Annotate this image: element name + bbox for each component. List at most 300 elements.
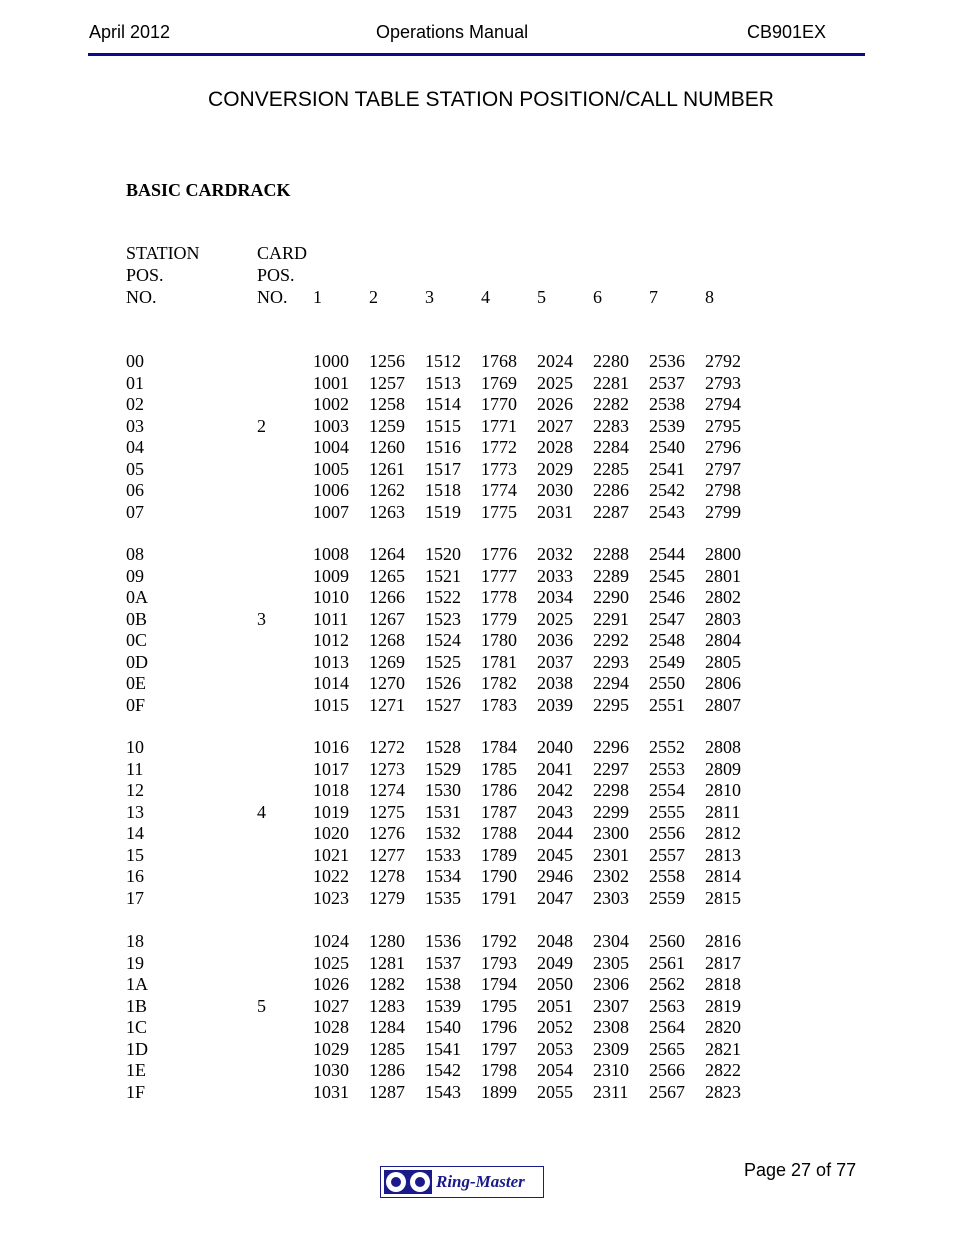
call-number: 2806 xyxy=(705,673,741,693)
call-number: 1790 xyxy=(481,866,517,886)
ring-master-logo xyxy=(380,1166,544,1198)
call-number: 2552 xyxy=(649,737,685,757)
header-date: April 2012 xyxy=(89,22,171,42)
call-number: 1512 xyxy=(425,351,461,371)
call-number: 2303 xyxy=(593,887,629,908)
card-pos: 4 xyxy=(257,801,266,822)
call-number: 2811 xyxy=(705,801,741,822)
station-pos: 17 xyxy=(126,887,144,908)
table-row xyxy=(0,996,954,1017)
call-number: 1523 xyxy=(425,608,461,629)
call-number: 1793 xyxy=(481,952,517,973)
station-pos: 06 xyxy=(126,480,144,500)
column-header: POS. xyxy=(257,265,295,285)
call-number: 2305 xyxy=(593,952,629,973)
station-pos: 09 xyxy=(126,565,144,586)
call-number: 2031 xyxy=(537,501,573,522)
call-number: 2817 xyxy=(705,952,741,973)
call-number: 2282 xyxy=(593,394,629,414)
call-number: 1773 xyxy=(481,458,517,479)
call-number: 2044 xyxy=(537,823,573,843)
call-number: 1515 xyxy=(425,415,461,436)
call-number: 1260 xyxy=(369,437,405,457)
call-number: 2036 xyxy=(537,630,573,650)
station-pos: 12 xyxy=(126,780,144,800)
table-row xyxy=(0,780,954,801)
call-number: 1267 xyxy=(369,608,405,629)
call-number: 2537 xyxy=(649,372,685,393)
table-row xyxy=(0,566,954,587)
call-number: 2557 xyxy=(649,844,685,865)
call-number: 1270 xyxy=(369,673,405,693)
call-number: 1528 xyxy=(425,737,461,757)
call-number: 2567 xyxy=(649,1081,685,1102)
call-number: 1275 xyxy=(369,801,405,822)
call-number: 2815 xyxy=(705,887,741,908)
station-pos: 00 xyxy=(126,351,144,371)
call-number: 2045 xyxy=(537,844,573,865)
call-number: 1276 xyxy=(369,823,405,843)
call-number: 1530 xyxy=(425,780,461,800)
call-number: 1789 xyxy=(481,844,517,865)
call-number: 1779 xyxy=(481,608,517,629)
call-number: 1781 xyxy=(481,651,517,672)
call-number: 1022 xyxy=(313,866,349,886)
table-row xyxy=(0,1039,954,1060)
call-number: 2558 xyxy=(649,866,685,886)
call-number: 2290 xyxy=(593,587,629,607)
call-number: 1522 xyxy=(425,587,461,607)
call-number: 2030 xyxy=(537,480,573,500)
station-pos: 0E xyxy=(126,673,146,693)
call-number: 1007 xyxy=(313,501,349,522)
header-model: CB901EX xyxy=(747,22,827,42)
call-number: 2818 xyxy=(705,974,741,994)
table-row xyxy=(0,673,954,694)
call-number: 1004 xyxy=(313,437,349,457)
call-number: 2946 xyxy=(537,866,573,886)
call-number: 1775 xyxy=(481,501,517,522)
call-number: 1532 xyxy=(425,823,461,843)
call-number: 1784 xyxy=(481,737,517,757)
call-number: 1768 xyxy=(481,351,517,371)
call-number: 2794 xyxy=(705,394,741,414)
call-number: 1006 xyxy=(313,480,349,500)
call-number: 2287 xyxy=(593,501,629,522)
station-pos: 04 xyxy=(126,437,144,457)
call-number: 2291 xyxy=(593,608,629,629)
call-number: 2297 xyxy=(593,758,629,779)
call-number: 1008 xyxy=(313,544,349,564)
call-number: 2293 xyxy=(593,651,629,672)
call-number: 2796 xyxy=(705,437,741,457)
call-number: 1797 xyxy=(481,1038,517,1059)
call-number: 1259 xyxy=(369,415,405,436)
table-row xyxy=(0,459,954,480)
call-number: 1782 xyxy=(481,673,517,693)
call-number: 1268 xyxy=(369,630,405,650)
table-row xyxy=(0,1060,954,1081)
column-header: 4 xyxy=(481,287,490,307)
call-number: 2311 xyxy=(593,1081,629,1102)
call-number: 1263 xyxy=(369,501,405,522)
call-number: 1013 xyxy=(313,651,349,672)
call-number: 1777 xyxy=(481,565,517,586)
call-number: 1026 xyxy=(313,974,349,994)
station-pos: 08 xyxy=(126,544,144,564)
station-pos: 11 xyxy=(126,758,144,779)
call-number: 2819 xyxy=(705,995,741,1016)
column-header: 6 xyxy=(593,287,602,307)
call-number: 2296 xyxy=(593,737,629,757)
call-number: 2539 xyxy=(649,415,685,436)
station-pos: 0C xyxy=(126,630,148,650)
call-number: 1524 xyxy=(425,630,461,650)
call-number: 2280 xyxy=(593,351,629,371)
call-number: 1014 xyxy=(313,673,349,693)
station-pos: 0D xyxy=(126,651,148,672)
call-number: 2792 xyxy=(705,351,741,371)
call-number: 1258 xyxy=(369,394,405,414)
call-number: 2285 xyxy=(593,458,629,479)
call-number: 1005 xyxy=(313,458,349,479)
call-number: 1517 xyxy=(425,458,461,479)
call-number: 1778 xyxy=(481,587,517,607)
call-number: 2294 xyxy=(593,673,629,693)
column-header: 7 xyxy=(649,287,658,307)
call-number: 2053 xyxy=(537,1038,573,1059)
call-number: 1281 xyxy=(369,952,405,973)
station-pos: 05 xyxy=(126,458,144,479)
call-number: 2288 xyxy=(593,544,629,564)
call-number: 2566 xyxy=(649,1060,685,1080)
station-pos: 18 xyxy=(126,931,144,951)
call-number: 1287 xyxy=(369,1081,405,1102)
call-number: 2301 xyxy=(593,844,629,865)
call-number: 1021 xyxy=(313,844,349,865)
call-number: 1535 xyxy=(425,887,461,908)
call-number: 1009 xyxy=(313,565,349,586)
call-number: 2309 xyxy=(593,1038,629,1059)
call-number: 2029 xyxy=(537,458,573,479)
call-number: 1273 xyxy=(369,758,405,779)
call-number: 1031 xyxy=(313,1081,349,1102)
column-header: STATION xyxy=(126,243,200,263)
call-number: 2563 xyxy=(649,995,685,1016)
call-number: 1514 xyxy=(425,394,461,414)
call-number: 1526 xyxy=(425,673,461,693)
call-number: 2047 xyxy=(537,887,573,908)
logo-mark-icon xyxy=(384,1170,432,1194)
call-number: 1285 xyxy=(369,1038,405,1059)
table-row xyxy=(0,544,954,565)
table-row xyxy=(0,394,954,415)
call-number: 2821 xyxy=(705,1038,741,1059)
call-number: 2302 xyxy=(593,866,629,886)
call-number: 2804 xyxy=(705,630,741,650)
call-number: 1264 xyxy=(369,544,405,564)
call-number: 1776 xyxy=(481,544,517,564)
call-number: 2304 xyxy=(593,931,629,951)
table-row xyxy=(0,373,954,394)
table-row xyxy=(0,351,954,372)
call-number: 2545 xyxy=(649,565,685,586)
call-number: 2038 xyxy=(537,673,573,693)
table-row xyxy=(0,630,954,651)
call-number: 1525 xyxy=(425,651,461,672)
call-number: 2306 xyxy=(593,974,629,994)
call-number: 2041 xyxy=(537,758,573,779)
call-number: 1028 xyxy=(313,1017,349,1037)
call-number: 1529 xyxy=(425,758,461,779)
table-row xyxy=(0,609,954,630)
call-number: 2536 xyxy=(649,351,685,371)
call-number: 2541 xyxy=(649,458,685,479)
column-header: 8 xyxy=(705,287,714,307)
call-number: 2048 xyxy=(537,931,573,951)
call-number: 2565 xyxy=(649,1038,685,1059)
call-number: 2556 xyxy=(649,823,685,843)
call-number: 1540 xyxy=(425,1017,461,1037)
table-row xyxy=(0,502,954,523)
call-number: 1029 xyxy=(313,1038,349,1059)
call-number: 2813 xyxy=(705,844,741,865)
call-number: 2283 xyxy=(593,415,629,436)
call-number: 1539 xyxy=(425,995,461,1016)
call-number: 2549 xyxy=(649,651,685,672)
card-pos: 2 xyxy=(257,415,266,436)
call-number: 1256 xyxy=(369,351,405,371)
table-header-line xyxy=(0,286,954,308)
call-number: 1280 xyxy=(369,931,405,951)
call-number: 1018 xyxy=(313,780,349,800)
column-header: 3 xyxy=(425,287,434,307)
table-row xyxy=(0,759,954,780)
column-header: 2 xyxy=(369,287,378,307)
call-number: 1286 xyxy=(369,1060,405,1080)
call-number: 1771 xyxy=(481,415,517,436)
table-header-line xyxy=(0,264,954,286)
call-number: 2546 xyxy=(649,587,685,607)
station-pos: 01 xyxy=(126,372,144,393)
station-pos: 1F xyxy=(126,1081,146,1102)
call-number: 1283 xyxy=(369,995,405,1016)
table-row xyxy=(0,802,954,823)
station-pos: 15 xyxy=(126,844,144,865)
call-number: 1257 xyxy=(369,372,405,393)
table-row xyxy=(0,845,954,866)
call-number: 2805 xyxy=(705,651,741,672)
table-row xyxy=(0,823,954,844)
table-row xyxy=(0,695,954,716)
call-number: 1269 xyxy=(369,651,405,672)
call-number: 2307 xyxy=(593,995,629,1016)
call-number: 2550 xyxy=(649,673,685,693)
call-number: 2026 xyxy=(537,394,573,414)
station-pos: 16 xyxy=(126,866,144,886)
call-number: 2051 xyxy=(537,995,573,1016)
call-number: 1002 xyxy=(313,394,349,414)
call-number: 1786 xyxy=(481,780,517,800)
station-pos: 10 xyxy=(126,737,144,757)
column-header: 5 xyxy=(537,287,546,307)
call-number: 2795 xyxy=(705,415,741,436)
call-number: 2561 xyxy=(649,952,685,973)
call-number: 1025 xyxy=(313,952,349,973)
call-number: 2300 xyxy=(593,823,629,843)
station-pos: 14 xyxy=(126,823,144,843)
table-row xyxy=(0,974,954,995)
call-number: 2310 xyxy=(593,1060,629,1080)
call-number: 2025 xyxy=(537,372,573,393)
call-number: 1011 xyxy=(313,608,349,629)
call-number: 1780 xyxy=(481,630,517,650)
call-number: 1017 xyxy=(313,758,349,779)
station-pos: 1C xyxy=(126,1017,148,1037)
station-pos: 0A xyxy=(126,587,148,607)
table-row xyxy=(0,866,954,887)
call-number: 2793 xyxy=(705,372,741,393)
call-number: 1513 xyxy=(425,372,461,393)
call-number: 1027 xyxy=(313,995,349,1016)
station-pos: 13 xyxy=(126,801,144,822)
call-number: 1534 xyxy=(425,866,461,886)
table-row xyxy=(0,953,954,974)
call-number: 2820 xyxy=(705,1017,741,1037)
call-number: 1785 xyxy=(481,758,517,779)
call-number: 1274 xyxy=(369,780,405,800)
call-number: 2284 xyxy=(593,437,629,457)
call-number: 1030 xyxy=(313,1060,349,1080)
call-number: 2033 xyxy=(537,565,573,586)
call-number: 1284 xyxy=(369,1017,405,1037)
station-pos: 07 xyxy=(126,501,144,522)
station-pos: 19 xyxy=(126,952,144,973)
call-number: 1772 xyxy=(481,437,517,457)
call-number: 2814 xyxy=(705,866,741,886)
table-row xyxy=(0,416,954,437)
call-number: 1001 xyxy=(313,372,349,393)
call-number: 2025 xyxy=(537,608,573,629)
call-number: 2807 xyxy=(705,694,741,715)
call-number: 1278 xyxy=(369,866,405,886)
call-number: 1792 xyxy=(481,931,517,951)
call-number: 1536 xyxy=(425,931,461,951)
call-number: 2027 xyxy=(537,415,573,436)
call-number: 2040 xyxy=(537,737,573,757)
call-number: 1774 xyxy=(481,480,517,500)
call-number: 1787 xyxy=(481,801,517,822)
call-number: 2809 xyxy=(705,758,741,779)
section-title: BASIC CARDRACK xyxy=(126,180,291,200)
call-number: 2037 xyxy=(537,651,573,672)
call-number: 1770 xyxy=(481,394,517,414)
call-number: 2559 xyxy=(649,887,685,908)
call-number: 2024 xyxy=(537,351,573,371)
call-number: 2050 xyxy=(537,974,573,994)
call-number: 1541 xyxy=(425,1038,461,1059)
call-number: 2799 xyxy=(705,501,741,522)
call-number: 2289 xyxy=(593,565,629,586)
table-row xyxy=(0,437,954,458)
call-number: 2823 xyxy=(705,1081,741,1102)
call-number: 1282 xyxy=(369,974,405,994)
call-number: 2810 xyxy=(705,780,741,800)
call-number: 2800 xyxy=(705,544,741,564)
call-number: 1279 xyxy=(369,887,405,908)
table-row xyxy=(0,1082,954,1103)
call-number: 2308 xyxy=(593,1017,629,1037)
call-number: 2295 xyxy=(593,694,629,715)
station-pos: 0F xyxy=(126,694,146,715)
call-number: 2543 xyxy=(649,501,685,522)
call-number: 1261 xyxy=(369,458,405,479)
call-number: 2043 xyxy=(537,801,573,822)
table-row xyxy=(0,480,954,501)
call-number: 1527 xyxy=(425,694,461,715)
call-number: 1796 xyxy=(481,1017,517,1037)
call-number: 1538 xyxy=(425,974,461,994)
table-row xyxy=(0,888,954,909)
call-number: 2028 xyxy=(537,437,573,457)
station-pos: 03 xyxy=(126,415,144,436)
call-number: 1015 xyxy=(313,694,349,715)
call-number: 2281 xyxy=(593,372,629,393)
call-number: 1521 xyxy=(425,565,461,586)
call-number: 1794 xyxy=(481,974,517,994)
table-row xyxy=(0,931,954,952)
call-number: 1537 xyxy=(425,952,461,973)
call-number: 2808 xyxy=(705,737,741,757)
table-row xyxy=(0,587,954,608)
station-pos: 1A xyxy=(126,974,148,994)
station-pos: 1E xyxy=(126,1060,146,1080)
call-number: 2049 xyxy=(537,952,573,973)
call-number: 1543 xyxy=(425,1081,461,1102)
station-pos: 1B xyxy=(126,995,148,1016)
call-number: 2034 xyxy=(537,587,573,607)
call-number: 1272 xyxy=(369,737,405,757)
call-number: 2555 xyxy=(649,801,685,822)
call-number: 2560 xyxy=(649,931,685,951)
call-number: 1000 xyxy=(313,351,349,371)
call-number: 2798 xyxy=(705,480,741,500)
call-number: 2553 xyxy=(649,758,685,779)
call-number: 2054 xyxy=(537,1060,573,1080)
table-row xyxy=(0,652,954,673)
call-number: 1003 xyxy=(313,415,349,436)
call-number: 1016 xyxy=(313,737,349,757)
call-number: 2548 xyxy=(649,630,685,650)
call-number: 1012 xyxy=(313,630,349,650)
call-number: 1516 xyxy=(425,437,461,457)
call-number: 1533 xyxy=(425,844,461,865)
column-header: CARD xyxy=(257,243,308,263)
call-number: 2562 xyxy=(649,974,685,994)
table-row xyxy=(0,1017,954,1038)
call-number: 2802 xyxy=(705,587,741,607)
logo-text: Ring-Master xyxy=(436,1172,525,1191)
call-number: 2298 xyxy=(593,780,629,800)
call-number: 1266 xyxy=(369,587,405,607)
call-number: 1010 xyxy=(313,587,349,607)
call-number: 1798 xyxy=(481,1060,517,1080)
call-number: 1019 xyxy=(313,801,349,822)
call-number: 1265 xyxy=(369,565,405,586)
call-number: 1518 xyxy=(425,480,461,500)
call-number: 1788 xyxy=(481,823,517,843)
card-pos: 3 xyxy=(257,608,266,629)
